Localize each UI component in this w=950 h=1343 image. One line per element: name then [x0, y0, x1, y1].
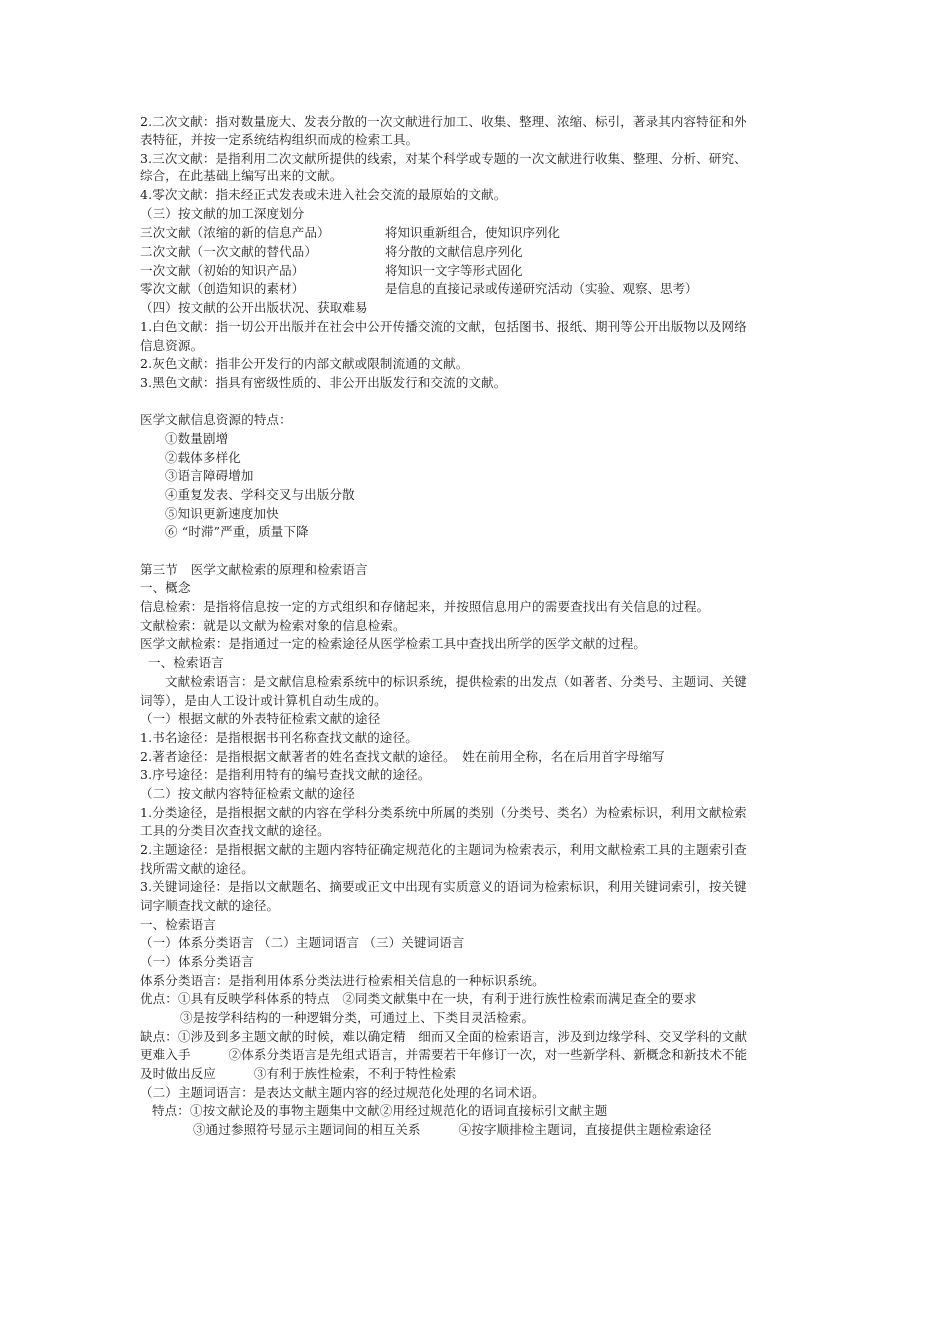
text-line: 3.序号途径：是指利用特有的编号查找文献的途径。: [140, 767, 431, 782]
text-line: ③通过参照符号显示主题词间的相互关系 ④按字顺排检主题词，直接提供主题检索途径: [193, 1122, 712, 1137]
section-heading: 医学文献信息资源的特点：: [140, 412, 292, 427]
table-row-left: 零次文献（创造知识的素材）: [140, 281, 305, 296]
list-item: ⑤知识更新速度加快: [165, 506, 279, 521]
text-line: 更难入手 ②体系分类语言是先组式语言，并需要若干年修订一次，对一些新学科、新概念和新技术不能: [140, 1047, 748, 1062]
table-row-left: 一次文献（初始的知识产品）: [140, 263, 305, 278]
text-line: 词等），是由人工设计或计算机自动生成的。: [140, 693, 387, 708]
list-item: ⑥ “时滞”严重，质量下降: [165, 524, 309, 539]
section-heading: 一、检索语言: [140, 917, 216, 932]
section-heading: （一）体系分类语言: [140, 954, 254, 969]
section-heading: （一）根据文献的外表特征检索文献的途径: [140, 711, 381, 726]
section-heading: （二）按文献内容特征检索文献的途径: [140, 786, 356, 801]
text-line: （二）主题词语言：是表达文献主题内容的经过规范化处理的名词术语。: [140, 1085, 545, 1100]
text-line: 3.关键词途径：是指以文献题名、摘要或正文中出现有实质意义的语词为检索标识，利用关键词索引，按关键: [140, 879, 747, 894]
text-line: 工具的分类目次查找文献的途径。: [140, 823, 330, 838]
table-row-left: 二次文献（一次文献的替代品）: [140, 244, 318, 259]
section-title: 第三节 医学文献检索的原理和检索语言: [140, 562, 368, 577]
text-line: 文献检索语言：是文献信息检索系统中的标识系统，提供检索的出发点（如著者、分类号、主题词、关键: [165, 674, 747, 689]
text-line: 信息检索：是指将信息按一定的方式组织和存储起来，并按照信息用户的需要查找出有关信息的过程。: [140, 599, 710, 614]
text-line: 2.著者途径：是指根据文献著者的姓名查找文献的途径。 姓在前用全称，名在后用首字母缩写: [140, 749, 665, 764]
section-heading: （三）按文献的加工深度划分: [140, 206, 305, 221]
text-line: 信息资源。: [140, 338, 204, 353]
text-line: 特点：①按文献论及的事物主题集中文献②用经过规范化的语词直接标引文献主题: [152, 1103, 608, 1118]
text-line: 词字顺查找文献的途径。: [140, 898, 280, 913]
table-row-right: 将知识一文字等形式固化: [385, 263, 523, 278]
table-row-left: 三次文献（浓缩的新的信息产品）: [140, 225, 330, 240]
text-line: 及时做出反应 ③有利于族性检索，不利于特性检索: [140, 1066, 457, 1081]
list-item: ②载体多样化: [165, 450, 241, 465]
text-line: 2.主题途径：是指根据文献的主题内容特征确定规范化的主题词为检索表示，利用文献检索工具的主题索引查: [140, 842, 747, 857]
text-line: 1.白色文献：指一切公开出版并在社会中公开传播交流的文献，包括图书、报纸、期刊等公开出版物以及网络: [140, 319, 747, 334]
text-line: ③是按学科结构的一种逻辑分类，可通过上、下类目灵活检索。: [180, 1010, 535, 1025]
text-line: 3.黑色文献：指具有密级性质的、非公开出版发行和交流的文献。: [140, 375, 507, 390]
text-line: 医学文献检索：是指通过一定的检索途径从医学检索工具中查找出所学的医学文献的过程。: [140, 636, 647, 651]
text-line: 1.分类途径，是指根据文献的内容在学科分类系统中所属的类别（分类号、类名）为检索标识，利用文献检索: [140, 805, 747, 820]
text-line: 1.书名途径：是指根据书刊名称查找文献的途径。: [140, 730, 418, 745]
table-row-right: 是信息的直接记录或传递研究活动（实验、观察、思考）: [385, 281, 698, 296]
section-heading: 一、检索语言: [148, 655, 224, 670]
text-line: 2.灰色文献：指非公开发行的内部文献或限制流通的文献。: [140, 356, 469, 371]
text-line: 优点：①具有反映学科体系的特点 ②同类文献集中在一块，有利于进行族性检索而满足查全的要求: [140, 991, 697, 1006]
text-line: 缺点：①涉及到多主题文献的时候，难以确定精 细而又全面的检索语言，涉及到边缘学科、交叉学科的文献: [140, 1029, 748, 1044]
text-line: 找所需文献的途径。: [140, 861, 254, 876]
text-line: 综合，在此基础上编写出来的文献。: [140, 168, 343, 183]
text-line: 表特征，并按一定系统结构组织而成的检索工具。: [140, 132, 419, 147]
section-heading: 一、概念: [140, 580, 191, 595]
table-row-right: 将分散的文献信息序列化: [385, 244, 523, 259]
text-line: 3.三次文献：是指利用二次文献所提供的线索，对某个科学或专题的一次文献进行收集、整理、分析、研究、: [140, 151, 747, 166]
list-item: ④重复发表、学科交叉与出版分散: [165, 487, 355, 502]
list-item: ③语言障碍增加: [165, 468, 254, 483]
section-heading: （四）按文献的公开出版状况、获取难易: [140, 300, 368, 315]
text-line: 文献检索：就是以文献为检索对象的信息检索。: [140, 618, 406, 633]
text-line: 体系分类语言：是指利用体系分类法进行检索相关信息的一种标识系统。: [140, 973, 545, 988]
table-row-right: 将知识重新组合，使知识序列化: [385, 225, 561, 240]
list-item: ①数量剧增: [165, 431, 229, 446]
text-line: 2.二次文献：指对数量庞大、发表分散的一次文献进行加工、收集、整理、浓缩、标引，著录其内容特征和外: [140, 114, 747, 129]
text-line: （一）体系分类语言 （二）主题词语言 （三）关键词语言: [140, 935, 465, 950]
text-line: 4.零次文献：指未经正式发表或未进入社会交流的最原始的文献。: [140, 187, 507, 202]
